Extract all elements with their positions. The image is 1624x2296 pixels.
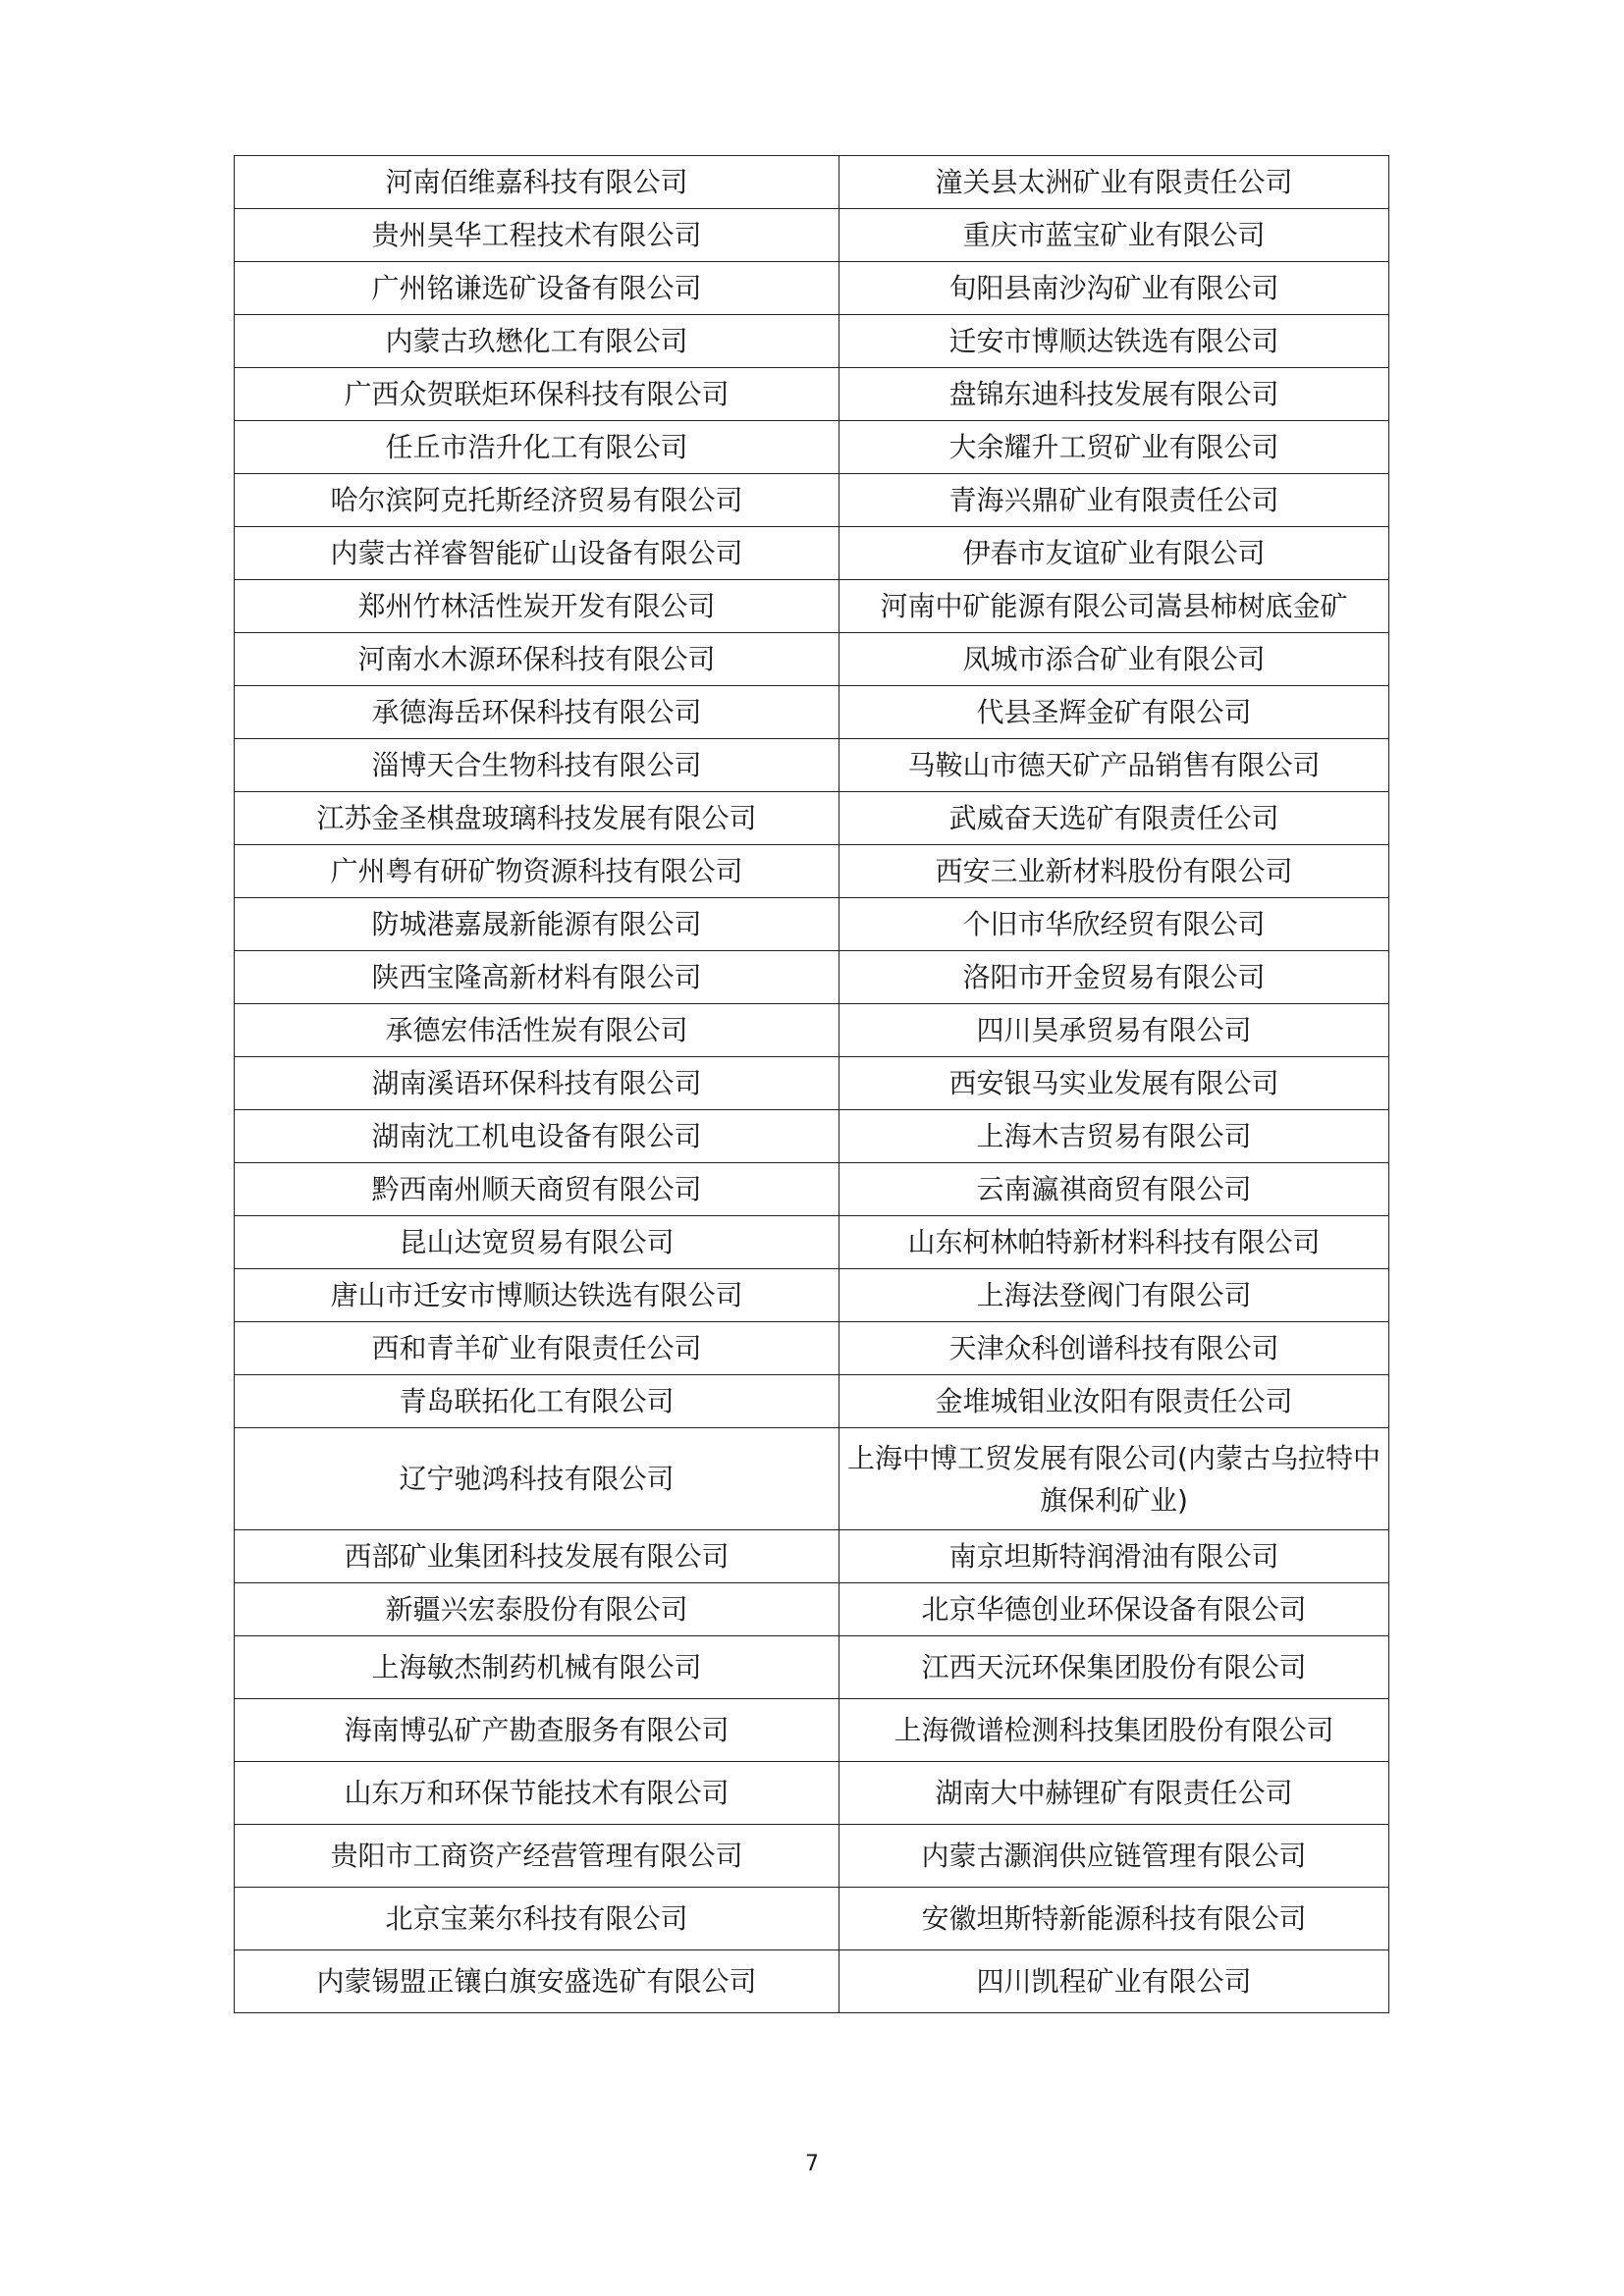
table-row bbox=[235, 1950, 1389, 2013]
company-cell-right: 马鞍山市德天矿产品销售有限公司 bbox=[839, 739, 1389, 792]
company-cell-left: 广西众贺联炬环保科技有限公司 bbox=[235, 368, 839, 421]
table-row bbox=[235, 1762, 1389, 1825]
company-cell-right: 迁安市博顺达铁选有限公司 bbox=[839, 315, 1389, 368]
table-row bbox=[235, 1216, 1389, 1269]
company-cell-left: 内蒙古玖懋化工有限公司 bbox=[235, 315, 839, 368]
company-cell-left: 江苏金圣棋盘玻璃科技发展有限公司 bbox=[235, 792, 839, 845]
company-cell-right: 重庆市蓝宝矿业有限公司 bbox=[839, 209, 1389, 262]
table-row bbox=[235, 527, 1389, 580]
company-cell-right: 北京华德创业环保设备有限公司 bbox=[839, 1583, 1389, 1636]
company-cell-right: 西安银马实业发展有限公司 bbox=[839, 1057, 1389, 1110]
table-row bbox=[235, 262, 1389, 315]
table-row bbox=[235, 792, 1389, 845]
company-cell-left: 贵阳市工商资产经营管理有限公司 bbox=[235, 1825, 839, 1888]
company-cell-left: 山东万和环保节能技术有限公司 bbox=[235, 1762, 839, 1825]
company-cell-right: 四川昊承贸易有限公司 bbox=[839, 1004, 1389, 1057]
company-cell-right: 安徽坦斯特新能源科技有限公司 bbox=[839, 1888, 1389, 1950]
company-cell-right: 云南瀛祺商贸有限公司 bbox=[839, 1163, 1389, 1216]
table-row bbox=[235, 739, 1389, 792]
company-cell-right: 上海中博工贸发展有限公司(内蒙古乌拉特中旗保利矿业) bbox=[839, 1428, 1389, 1530]
company-cell-right: 天津众科创谱科技有限公司 bbox=[839, 1322, 1389, 1375]
company-cell-left: 郑州竹林活性炭开发有限公司 bbox=[235, 580, 839, 633]
company-cell-left: 广州铭谦选矿设备有限公司 bbox=[235, 262, 839, 315]
table-row bbox=[235, 1888, 1389, 1950]
company-cell-right: 河南中矿能源有限公司嵩县柿树底金矿 bbox=[839, 580, 1389, 633]
table-row bbox=[235, 474, 1389, 527]
company-cell-left: 河南水木源环保科技有限公司 bbox=[235, 633, 839, 686]
company-cell-right: 旬阳县南沙沟矿业有限公司 bbox=[839, 262, 1389, 315]
company-cell-right: 江西天沅环保集团股份有限公司 bbox=[839, 1636, 1389, 1699]
table-row bbox=[235, 1110, 1389, 1163]
table-row bbox=[235, 1322, 1389, 1375]
table-row bbox=[235, 1375, 1389, 1428]
company-cell-right: 南京坦斯特润滑油有限公司 bbox=[839, 1530, 1389, 1583]
company-cell-right: 金堆城钼业汝阳有限责任公司 bbox=[839, 1375, 1389, 1428]
company-cell-right: 个旧市华欣经贸有限公司 bbox=[839, 898, 1389, 951]
company-cell-left: 海南博弘矿产勘查服务有限公司 bbox=[235, 1699, 839, 1762]
company-cell-left: 内蒙锡盟正镶白旗安盛选矿有限公司 bbox=[235, 1950, 839, 2013]
company-cell-left: 昆山达宽贸易有限公司 bbox=[235, 1216, 839, 1269]
table-row bbox=[235, 1163, 1389, 1216]
company-cell-right: 武威奋天选矿有限责任公司 bbox=[839, 792, 1389, 845]
company-cell-right: 上海木吉贸易有限公司 bbox=[839, 1110, 1389, 1163]
company-cell-left: 承德海岳环保科技有限公司 bbox=[235, 686, 839, 739]
table-row bbox=[235, 898, 1389, 951]
table-row bbox=[235, 156, 1389, 209]
company-cell-right: 青海兴鼎矿业有限责任公司 bbox=[839, 474, 1389, 527]
table-row bbox=[235, 1825, 1389, 1888]
table-row bbox=[235, 1004, 1389, 1057]
company-cell-right: 伊春市友谊矿业有限公司 bbox=[839, 527, 1389, 580]
company-cell-right: 四川凯程矿业有限公司 bbox=[839, 1950, 1389, 2013]
company-cell-left: 湖南沈工机电设备有限公司 bbox=[235, 1110, 839, 1163]
company-cell-left: 陕西宝隆高新材料有限公司 bbox=[235, 951, 839, 1004]
table-row bbox=[235, 633, 1389, 686]
company-list-body bbox=[235, 156, 1389, 2013]
company-cell-right: 西安三业新材料股份有限公司 bbox=[839, 845, 1389, 898]
table-row bbox=[235, 951, 1389, 1004]
company-cell-left: 黔西南州顺天商贸有限公司 bbox=[235, 1163, 839, 1216]
table-row bbox=[235, 368, 1389, 421]
table-row bbox=[235, 209, 1389, 262]
company-cell-left: 青岛联拓化工有限公司 bbox=[235, 1375, 839, 1428]
company-cell-left: 新疆兴宏泰股份有限公司 bbox=[235, 1583, 839, 1636]
company-cell-right: 大余耀升工贸矿业有限公司 bbox=[839, 421, 1389, 474]
company-cell-right: 洛阳市开金贸易有限公司 bbox=[839, 951, 1389, 1004]
company-list-table bbox=[234, 155, 1389, 2013]
company-cell-left: 哈尔滨阿克托斯经济贸易有限公司 bbox=[235, 474, 839, 527]
company-cell-left: 广州粤有研矿物资源科技有限公司 bbox=[235, 845, 839, 898]
table-row bbox=[235, 421, 1389, 474]
company-cell-left: 西和青羊矿业有限责任公司 bbox=[235, 1322, 839, 1375]
table-row bbox=[235, 686, 1389, 739]
company-cell-left: 任丘市浩升化工有限公司 bbox=[235, 421, 839, 474]
table-row bbox=[235, 580, 1389, 633]
company-cell-right: 凤城市添合矿业有限公司 bbox=[839, 633, 1389, 686]
company-cell-right: 湖南大中赫锂矿有限责任公司 bbox=[839, 1762, 1389, 1825]
table-row bbox=[235, 1583, 1389, 1636]
table-row bbox=[235, 1636, 1389, 1699]
table-row bbox=[235, 1699, 1389, 1762]
company-cell-left: 防城港嘉晟新能源有限公司 bbox=[235, 898, 839, 951]
company-cell-left: 北京宝莱尔科技有限公司 bbox=[235, 1888, 839, 1950]
company-cell-left: 淄博天合生物科技有限公司 bbox=[235, 739, 839, 792]
table-row bbox=[235, 1428, 1389, 1530]
company-cell-right: 上海法登阀门有限公司 bbox=[839, 1269, 1389, 1322]
company-cell-right: 山东柯林帕特新材料科技有限公司 bbox=[839, 1216, 1389, 1269]
company-cell-right: 潼关县太洲矿业有限责任公司 bbox=[839, 156, 1389, 209]
company-cell-left: 内蒙古祥睿智能矿山设备有限公司 bbox=[235, 527, 839, 580]
company-cell-left: 湖南溪语环保科技有限公司 bbox=[235, 1057, 839, 1110]
company-cell-right: 盘锦东迪科技发展有限公司 bbox=[839, 368, 1389, 421]
page-number: 7 bbox=[805, 2152, 819, 2176]
table-row bbox=[235, 845, 1389, 898]
company-cell-left: 上海敏杰制药机械有限公司 bbox=[235, 1636, 839, 1699]
company-cell-left: 河南佰维嘉科技有限公司 bbox=[235, 156, 839, 209]
company-cell-right: 内蒙古灏润供应链管理有限公司 bbox=[839, 1825, 1389, 1888]
table-row bbox=[235, 1057, 1389, 1110]
company-cell-left: 辽宁驰鸿科技有限公司 bbox=[235, 1428, 839, 1530]
company-cell-left: 贵州昊华工程技术有限公司 bbox=[235, 209, 839, 262]
table-row bbox=[235, 315, 1389, 368]
company-cell-right: 代县圣辉金矿有限公司 bbox=[839, 686, 1389, 739]
table-row bbox=[235, 1269, 1389, 1322]
company-cell-left: 承德宏伟活性炭有限公司 bbox=[235, 1004, 839, 1057]
table-row bbox=[235, 1530, 1389, 1583]
company-cell-left: 唐山市迁安市博顺达铁选有限公司 bbox=[235, 1269, 839, 1322]
company-cell-left: 西部矿业集团科技发展有限公司 bbox=[235, 1530, 839, 1583]
company-cell-right: 上海微谱检测科技集团股份有限公司 bbox=[839, 1699, 1389, 1762]
